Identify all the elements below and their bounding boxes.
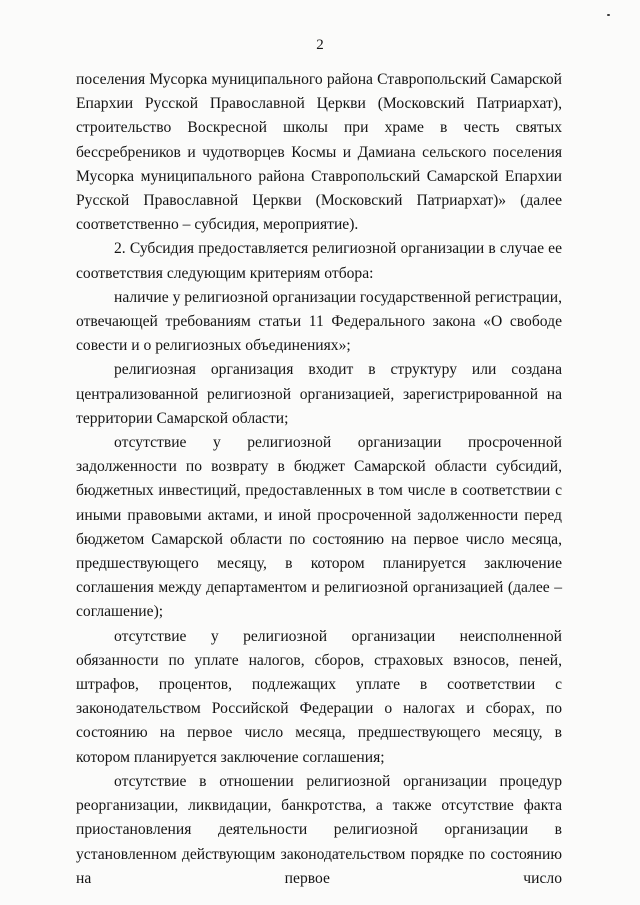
page-number: 2 [316,37,324,53]
scan-speck [607,14,610,16]
paragraph-subsidy-purpose-continuation: поселения Мусорка муниципального района Ставропольский Самарской Епархии Русской Православной Церкви (Московский Патриархат), строительство Воскресной школы при храме в честь святых бессребреников и чудотворцев Космы и Дамиана сельского поселения Мусорка муниципального района Ставропольский Самарской Епархии Русской Православной Церкви (Московский Патриархат)» (далее соответственно – субсидия, мероприятие). [76,71,562,234]
paragraph-criterion-structure: религиозная организация входит в структуру или создана централизованной религиозной организацией, зарегистрированной на территории Самарской области; [76,361,562,427]
paragraph-criterion-no-tax-arrears: отсутствие у религиозной организации неисполненной обязанности по уплате налогов, сборов, страховых взносов, пеней, штрафов, процентов, подлежащих уплате в соответствии с законодательством Российской Федерации о налогах и сборах, по состоянию на первое число месяца, предшествующего месяцу, в котором планируется заключение соглашения; [76,627,562,766]
paragraph-criterion-registration: наличие у религиозной организации государственной регистрации, отвечающей требованиям статьи 11 Федерального закона «О свободе совести и о религиозных объединениях»; [76,288,562,355]
document-body [76,68,562,891]
paragraph-selection-criteria-intro: 2. Субсидия предоставляется религиозной организации в случае ее соответствия следующим критериям отбора: [76,240,562,282]
paragraph-criterion-no-overdue-debt: отсутствие у религиозной организации просроченной задолженности по возврату в бюджет Самарской области субсидий, бюджетных инвестиций, предоставленных в том числе в соответствии с иными правовыми актами, и иной просроченной задолженности перед бюджетом Самарской области по состоянию на первое число месяца, предшествующего месяцу, в котором планируется заключение соглашения между департаментом и религиозной организацией (далее – соглашение); [76,434,562,621]
paragraph-criterion-no-reorganization: отсутствие в отношении религиозной организации процедур реорганизации, ликвидации, банкротства, а также отсутствие факта приостановления деятельности религиозной организации в установленном действующим законодательством порядке по состоянию на первое число [76,772,562,887]
